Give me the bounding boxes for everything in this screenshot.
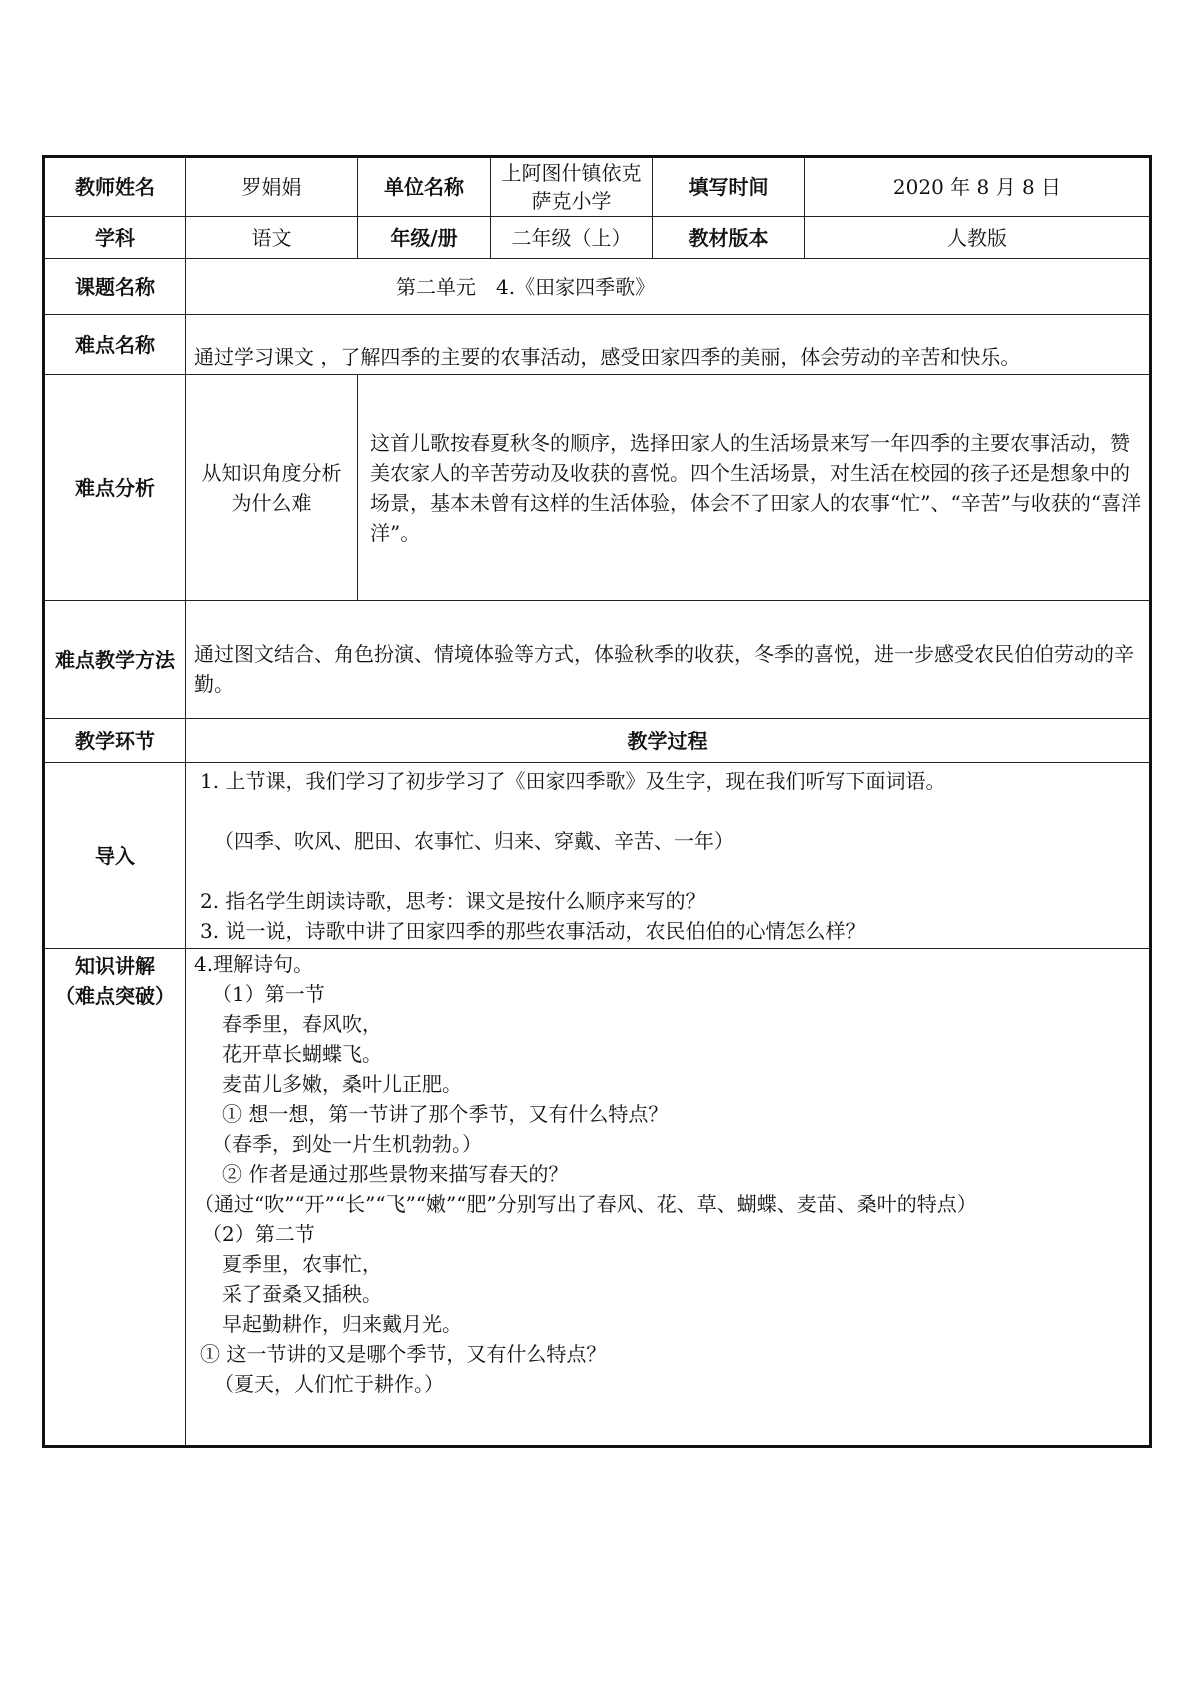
knowledge-row [44, 949, 1151, 1447]
knowledge-line: 花开草长蝴蝶飞。 [222, 1042, 382, 1066]
unit-name-value [491, 157, 653, 217]
knowledge-line: ① 这一节讲的又是哪个季节，又有什么特点？ [200, 1342, 607, 1366]
topic-value [186, 259, 1151, 315]
unit-name-label: 单位名称 [358, 157, 491, 217]
edition-label: 教材版本 [653, 217, 805, 259]
knowledge-line: （通过“吹”“开”“长”“飞”“嫩”“肥”分别写出了春风、花、草、蝴蝶、麦苗、桑叶的特点） [194, 1192, 977, 1216]
intro-line-3: 2. 指名学生朗读诗歌，思考：课文是按什么顺序来写的？ [200, 889, 706, 913]
knowledge-line: （2）第二节 [202, 1222, 315, 1246]
knowledge-line: 采了蚕桑又插秧。 [222, 1282, 382, 1306]
header-row-1 [44, 157, 1151, 217]
knowledge-line: ② 作者是通过那些景物来描写春天的？ [222, 1162, 569, 1186]
knowledge-label [44, 949, 186, 1447]
intro-line-1: 1. 上节课，我们学习了初步学习了《田家四季歌》及生字，现在我们听写下面词语。 [200, 769, 946, 793]
intro-label: 导入 [44, 763, 186, 949]
teaching-method-cell [186, 601, 1151, 719]
edition-value: 人教版 [805, 217, 1151, 259]
fill-date-value: 2020 年 8 月 8 日 [805, 157, 1151, 217]
analysis-sub-label-text: 从知识角度分析为什么难 [201, 460, 342, 515]
teacher-name-value: 罗娟娟 [186, 157, 358, 217]
knowledge-label-line-2: （难点突破） [55, 984, 175, 1008]
knowledge-content [186, 949, 1151, 1447]
topic-text: 第二单元 4.《田家四季歌》 [396, 274, 656, 299]
header-row-2 [44, 217, 1151, 259]
grade-value: 二年级（上） [491, 217, 653, 259]
knowledge-line: （夏天，人们忙于耕作。） [214, 1372, 444, 1396]
analysis-text-cell [358, 375, 1151, 601]
teaching-method-label: 难点教学方法 [44, 601, 186, 719]
unit-name-line-2: 萨克小学 [531, 189, 612, 213]
difficulty-name-value [186, 315, 1151, 375]
grade-label: 年级/册 [358, 217, 491, 259]
teaching-method-text: 通过图文结合、角色扮演、情境体验等方式，体验秋季的收获，冬季的喜悦，进一步感受农民伯伯劳动的辛勤。 [194, 642, 1134, 696]
intro-line-4: 3. 说一说，诗歌中讲了田家四季的那些农事活动，农民伯伯的心情怎么样？ [200, 919, 866, 943]
difficulty-name-label: 难点名称 [44, 315, 186, 375]
intro-row [44, 763, 1151, 949]
intro-line-2: （四季、吹风、肥田、农事忙、归来、穿戴、辛苦、一年） [214, 829, 734, 853]
knowledge-line: 4.理解诗句。 [194, 952, 314, 976]
teaching-stage-label: 教学环节 [44, 719, 186, 763]
difficulty-text: 通过学习课文 ，了解四季的主要的农事活动，感受田家四季的美丽，体会劳动的辛苦和快乐。 [194, 345, 1021, 369]
intro-content [186, 763, 1151, 949]
analysis-text: 这首儿歌按春夏秋冬的顺序，选择田家人的生活场景来写一年四季的主要农事活动，赞美农家人的辛苦劳动及收获的喜悦。四个生活场景，对生活在校园的孩子还是想象中的场景，基本未曾有这样的生活体验，体会不了田家人的农事“忙”、“辛苦”与收获的“喜洋洋”。 [370, 430, 1142, 545]
difficulty-analysis-label: 难点分析 [44, 375, 186, 601]
analysis-sub-label [186, 375, 358, 601]
knowledge-label-line-1: 知识讲解 [75, 954, 155, 978]
topic-label: 课题名称 [44, 259, 186, 315]
teacher-name-label: 教师姓名 [44, 157, 186, 217]
knowledge-line: 春季里，春风吹， [222, 1012, 382, 1036]
difficulty-row [44, 315, 1151, 375]
knowledge-line: （1）第一节 [212, 982, 325, 1006]
knowledge-line: 夏季里，农事忙， [222, 1252, 382, 1276]
intro-spacer-2 [194, 856, 1141, 886]
fill-date-label: 填写时间 [653, 157, 805, 217]
process-header-row [44, 719, 1151, 763]
subject-value: 语文 [186, 217, 358, 259]
method-row [44, 601, 1151, 719]
knowledge-line: 早起勤耕作，归来戴月光。 [222, 1312, 462, 1336]
subject-label: 学科 [44, 217, 186, 259]
knowledge-line: ① 想一想，第一节讲了那个季节，又有什么特点？ [222, 1102, 669, 1126]
knowledge-line: （春季，到处一片生机勃勃。） [212, 1132, 482, 1156]
knowledge-line: 麦苗儿多嫩，桑叶儿正肥。 [222, 1072, 462, 1096]
lesson-plan-table [42, 155, 1152, 1448]
topic-row [44, 259, 1151, 315]
intro-spacer-1 [194, 796, 1141, 826]
analysis-row [44, 375, 1151, 601]
teaching-process-label: 教学过程 [186, 719, 1151, 763]
unit-name-line-1: 上阿图什镇依克 [501, 161, 642, 185]
